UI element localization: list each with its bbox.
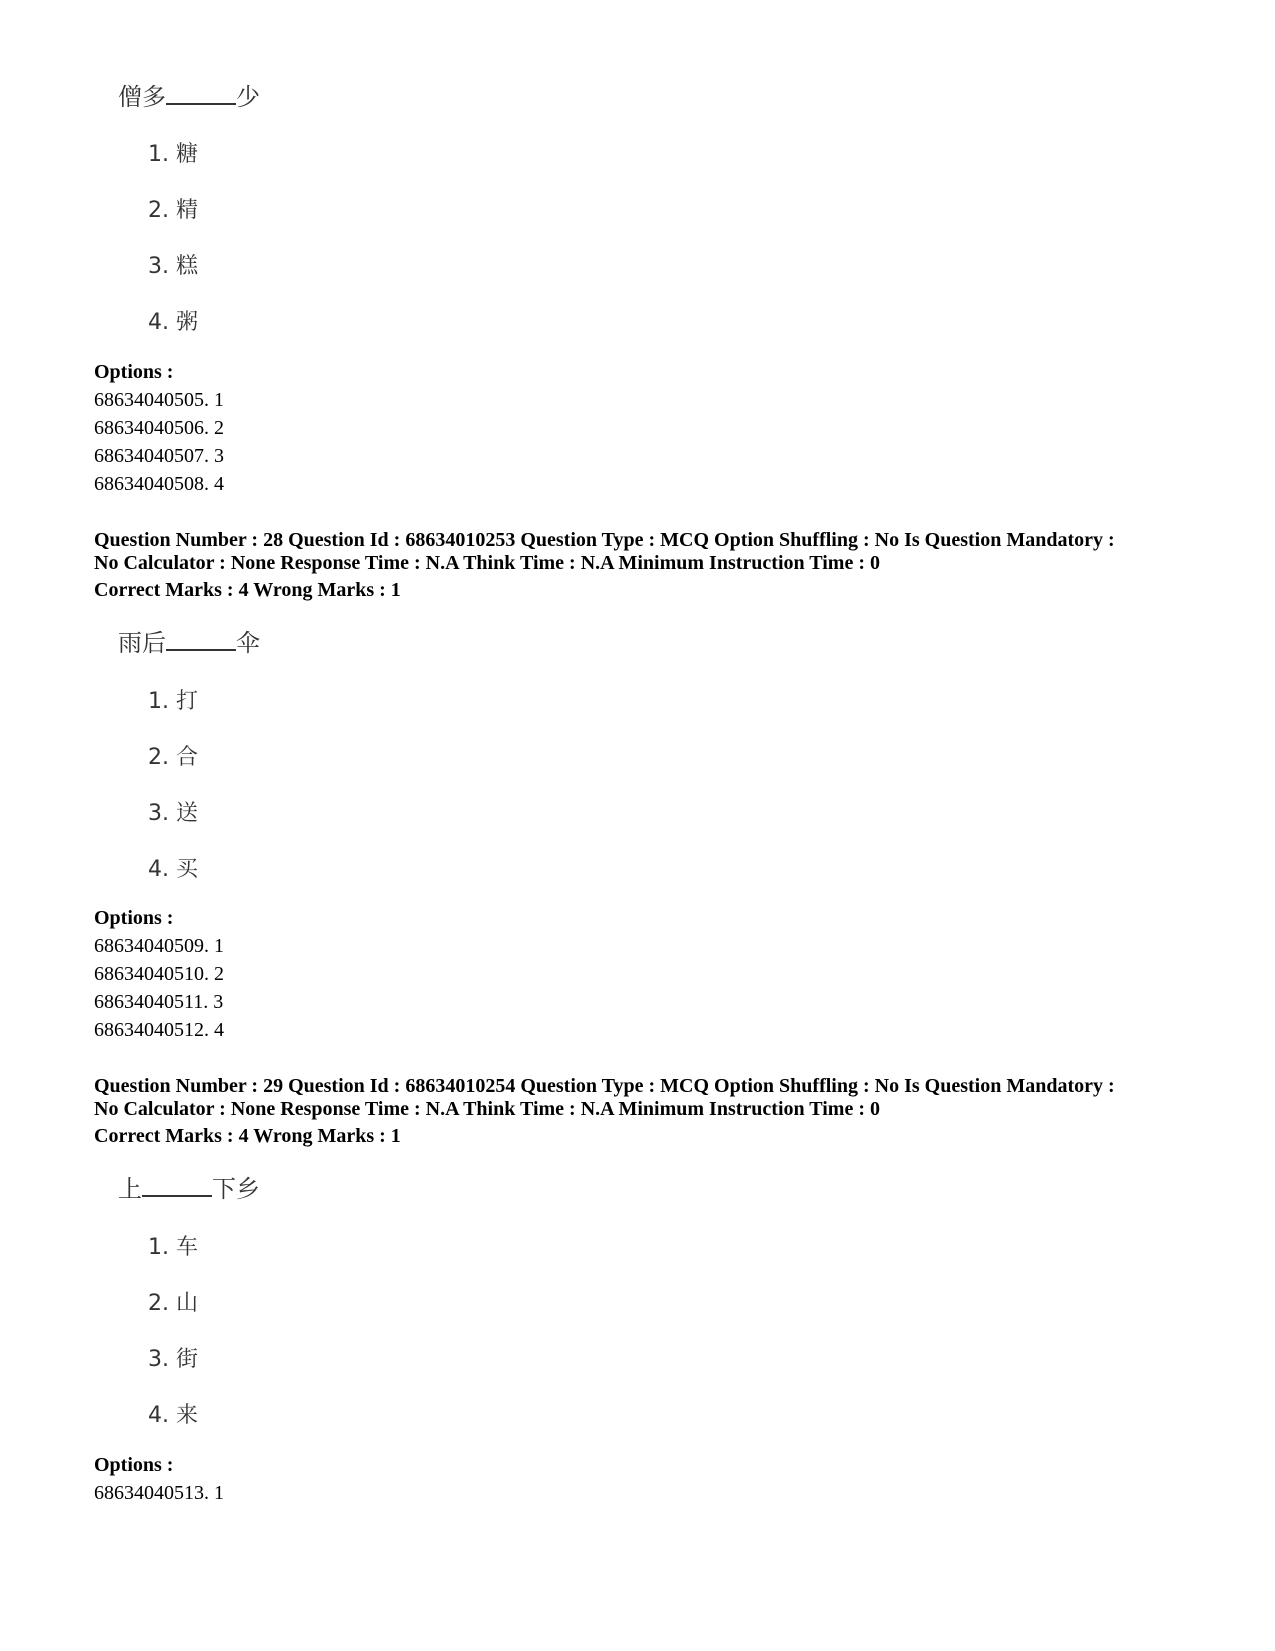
option-line: 68634040505. 1: [94, 389, 224, 411]
option-line: 68634040506. 2: [94, 417, 224, 439]
question-stem: [118, 1174, 260, 1204]
question-marks: Correct Marks : 4 Wrong Marks : 1: [94, 1125, 401, 1147]
choice-item: 1. 糖: [148, 142, 198, 167]
choice-item: 3. 街: [148, 1347, 198, 1372]
stem-text-after: 伞: [236, 629, 260, 657]
option-line: 68634040509. 1: [94, 935, 224, 957]
option-line: 68634040508. 4: [94, 473, 224, 495]
stem-text-after: 少: [236, 83, 260, 111]
options-heading: Options :: [94, 907, 174, 929]
choice-item: 1. 打: [148, 689, 198, 714]
choice-item: 4. 来: [148, 1403, 198, 1428]
options-heading: Options :: [94, 1454, 174, 1476]
stem-text-before: 上: [118, 1175, 142, 1203]
stem-text-after: 下乡: [212, 1175, 260, 1203]
option-line: 68634040510. 2: [94, 963, 224, 985]
question-stem: [118, 628, 260, 658]
stem-text-before: 雨后: [118, 629, 166, 657]
answer-blank: [166, 629, 236, 651]
answer-blank: [142, 1175, 212, 1197]
question-meta-line: No Calculator : None Response Time : N.A Think Time : N.A Minimum Instruction Time : 0: [94, 1098, 880, 1120]
question-meta-line: Question Number : 28 Question Id : 68634010253 Question Type : MCQ Option Shuffling : No Is Question Mandatory :: [94, 529, 1115, 551]
question-stem: [118, 82, 260, 112]
option-line: 68634040513. 1: [94, 1482, 224, 1504]
choice-item: 4. 买: [148, 857, 198, 882]
question-meta-line: No Calculator : None Response Time : N.A Think Time : N.A Minimum Instruction Time : 0: [94, 552, 880, 574]
choice-item: 2. 合: [148, 745, 198, 770]
option-line: 68634040511. 3: [94, 991, 224, 1013]
option-line: 68634040507. 3: [94, 445, 224, 467]
choice-item: 4. 粥: [148, 310, 198, 335]
options-heading: Options :: [94, 361, 174, 383]
choice-item: 1. 车: [148, 1235, 198, 1260]
choice-item: 3. 送: [148, 801, 198, 826]
choice-item: 3. 糕: [148, 254, 198, 279]
choice-item: 2. 山: [148, 1291, 198, 1316]
answer-blank: [166, 83, 236, 105]
stem-text-before: 僧多: [118, 83, 166, 111]
choice-item: 2. 精: [148, 198, 198, 223]
option-line: 68634040512. 4: [94, 1019, 224, 1041]
question-meta-line: Question Number : 29 Question Id : 68634010254 Question Type : MCQ Option Shuffling : No Is Question Mandatory :: [94, 1075, 1115, 1097]
question-marks: Correct Marks : 4 Wrong Marks : 1: [94, 579, 401, 601]
